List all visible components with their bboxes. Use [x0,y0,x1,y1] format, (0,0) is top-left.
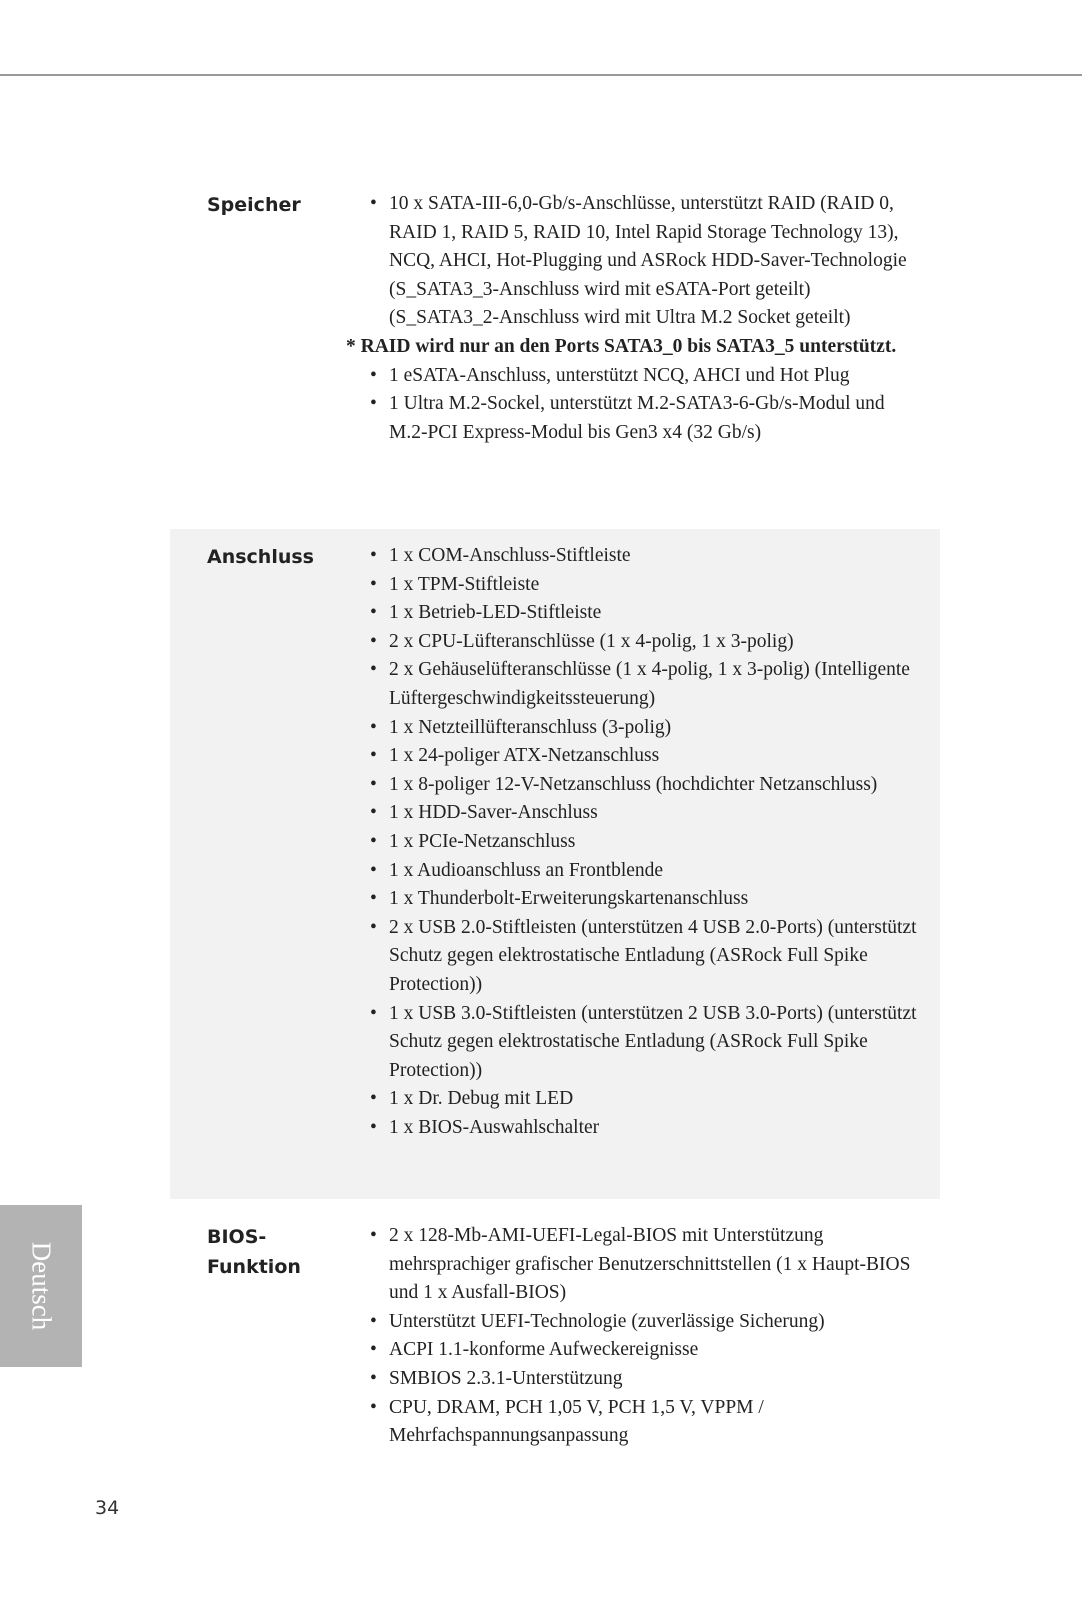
section-title: BIOS- Funktion [207,1226,301,1278]
list-item [363,190,923,333]
list-item: • 1 x BIOS-Auswahlschalter [363,1114,923,1143]
list-item: • 2 x CPU-Lüfteranschlüsse (1 x 4-polig, 1 x 3-polig) [363,628,923,657]
section-title: Anschluss [207,546,314,568]
spec-list [363,190,923,333]
list-item: • 1 x USB 3.0-Stiftleisten (unterstützen 2 USB 3.0-Ports) (unterstützt Schutz gegen elektrostatische Entladung (ASRock Full Spike Protection)) [363,1000,923,1086]
raid-note: * RAID wird nur an den Ports SATA3_0 bis SATA3_5 unterstützt. [346,335,897,357]
list-item: • 1 eSATA-Anschluss, unterstützt NCQ, AHCI und Hot Plug [363,362,923,391]
list-item: • 1 x Audioanschluss an Frontblende [363,857,923,886]
list-item-subline: (S_SATA3_3-Anschluss wird mit eSATA-Port geteilt) [389,278,811,300]
list-item: • 1 x Betrieb-LED-Stiftleiste [363,599,923,628]
spec-list [363,1222,923,1451]
list-item: • SMBIOS 2.3.1-Unterstützung [363,1365,923,1394]
list-item: • 1 x Thunderbolt-Erweiterungskartenanschluss [363,885,923,914]
list-item: • 1 x HDD-Saver-Anschluss [363,799,923,828]
language-tab [0,1205,82,1367]
section-content [363,1222,923,1451]
list-item: • 1 x COM-Anschluss-Stiftleiste [363,542,923,571]
list-item: • ACPI 1.1-konforme Aufweckereignisse [363,1336,923,1365]
list-item: • 2 x Gehäuselüfteranschlüsse (1 x 4-polig, 1 x 3-polig) (Intelligente Lüftergeschwindigkeitssteuerung) [363,656,923,713]
list-item: • 1 Ultra M.2-Sockel, unterstützt M.2-SATA3-6-Gb/s-Modul und M.2-PCI Express-Modul bis Gen3 x4 (32 Gb/s) [363,390,923,447]
list-item: • 1 x 24-poliger ATX-Netzanschluss [363,742,923,771]
page-number: 34 [95,1497,120,1519]
list-item: • 1 x 8-poliger 12-V-Netzanschluss (hochdichter Netzanschluss) [363,771,923,800]
list-item-subline: (S_SATA3_2-Anschluss wird mit Ultra M.2 Socket geteilt) [389,307,851,329]
section-anschluss [170,529,940,1199]
list-item: • Unterstützt UEFI-Technologie (zuverlässige Sicherung) [363,1308,923,1337]
list-item: • 1 x TPM-Stiftleiste [363,571,923,600]
spec-list [363,542,923,1142]
list-item: • 2 x USB 2.0-Stiftleisten (unterstützen 4 USB 2.0-Ports) (unterstützt Schutz gegen elektrostatische Entladung (ASRock Full Spike Protection)) [363,914,923,1000]
list-item: • 1 x Dr. Debug mit LED [363,1085,923,1114]
top-rule [0,74,1082,76]
section-title: Speicher [207,194,301,216]
list-item: • 2 x 128-Mb-AMI-UEFI-Legal-BIOS mit Unterstützung mehrsprachiger grafischer Benutzerschnittstellen (1 x Haupt-BIOS und 1 x Ausfall-BIOS) [363,1222,923,1308]
section-content [346,190,923,447]
section-bios-funktion [170,1222,940,1462]
section-speicher [170,188,940,518]
list-item: • CPU, DRAM, PCH 1,05 V, PCH 1,5 V, VPPM / Mehrfachspannungsanpassung [363,1394,923,1451]
list-item: • 1 x PCIe-Netzanschluss [363,828,923,857]
section-content [363,542,923,1142]
spec-list [363,362,923,448]
list-item-text: 10 x SATA-III-6,0-Gb/s-Anschlüsse, unterstützt RAID (RAID 0, RAID 1, RAID 5, RAID 10, Intel Rapid Storage Technology 13), NCQ, AHCI, Hot-Plugging und ASRock HDD-Saver-Technologie [389,193,907,272]
language-tab-label: Deutsch [26,1241,57,1331]
list-item: • 1 x Netzteillüfteranschluss (3-polig) [363,714,923,743]
